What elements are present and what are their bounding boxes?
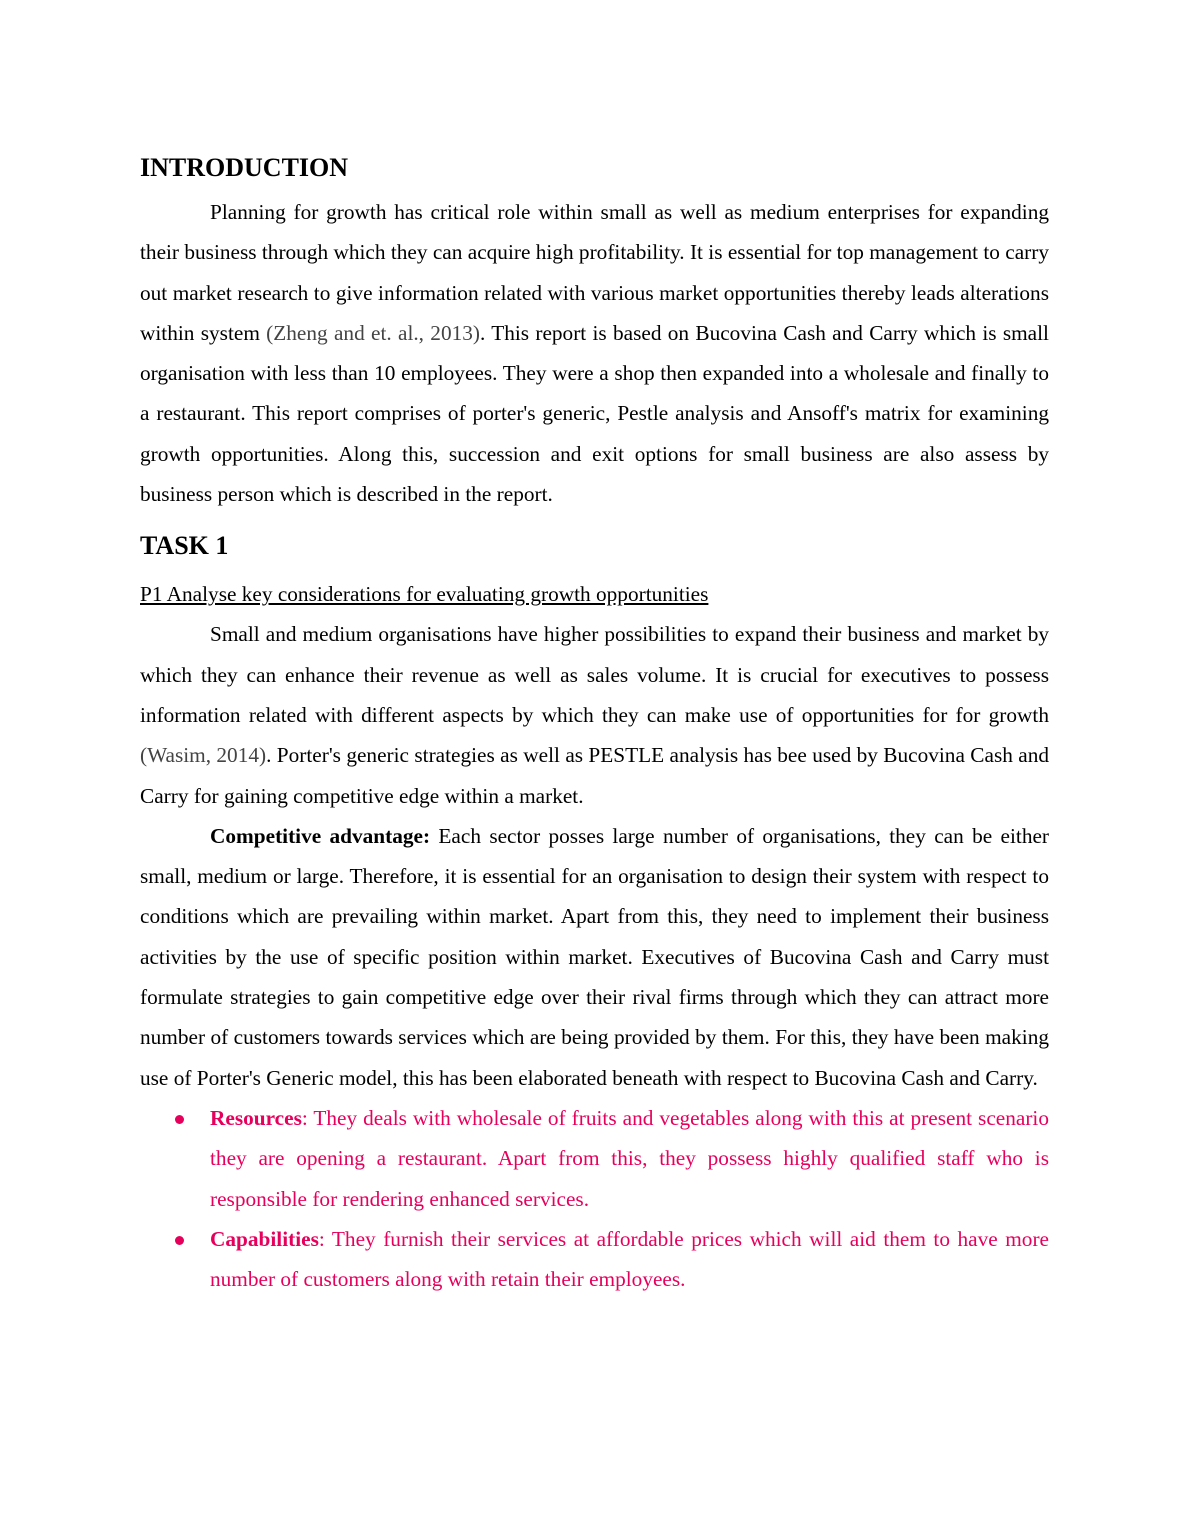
- citation-zheng: (Zheng and et. al., 2013): [266, 320, 480, 345]
- task1-text-a: Small and medium organisations have higher possibilities to expand their business and market by which they can enhance their revenue as well as sales volume. It is crucial for executives to possess information related with different aspects by which they can make use of opportunities for for growth: [140, 622, 1049, 727]
- document-page: [140, 148, 1049, 1299]
- p1-subheading: P1 Analyse key considerations for evaluating growth opportunities: [140, 582, 709, 607]
- bullet-text: : They deals with wholesale of fruits and vegetables along with this at present scenario they are opening a restaurant. Apart from this, they possess highly qualified staff who is responsible for rendering enhanced services.: [210, 1105, 1049, 1211]
- bullet-item-resources: [140, 1098, 1049, 1219]
- introduction-paragraph: [140, 192, 1049, 514]
- bullet-label: Capabilities: [210, 1226, 319, 1251]
- bullet-text: : They furnish their services at affordable prices which will aid them to have more number of customers along with retain their employees.: [210, 1226, 1049, 1292]
- competitive-advantage-text: Each sector posses large number of organisations, they can be either small, medium or large. Therefore, it is essential for an organisation to design their system with respect to conditions which are prevailing within market. Apart from this, they need to implement their business activities by the use of specific position within market. Executives of Bucovina Cash and Carry must formulate strategies to gain competitive edge over their rival firms through which they can attract more number of customers towards services which are being provided by them. For this, they have been making use of Porter's Generic model, this has been elaborated beneath with respect to Bucovina Cash and Carry.: [140, 823, 1050, 1090]
- citation-wasim: (Wasim, 2014): [140, 743, 267, 768]
- bullet-dot-icon: [175, 1236, 184, 1245]
- task1-paragraph-1: [140, 614, 1049, 815]
- competitive-advantage-label: Competitive advantage:: [210, 823, 431, 848]
- bullet-item-capabilities: [140, 1219, 1049, 1300]
- competitive-advantage-paragraph: [140, 816, 1049, 1098]
- task1-text-b: . Porter's generic strategies as well as PESTLE analysis has bee used by Bucovina Cash and Carry for gaining competitive edge within a market.: [140, 743, 1049, 808]
- bullet-dot-icon: [175, 1115, 184, 1124]
- introduction-text-b: . This report is based on Bucovina Cash and Carry which is small organisation with less than 10 employees. They were a shop then expanded into a wholesale and finally to a restaurant. This report comprises of porter's generic, Pestle analysis and Ansoff's matrix for examining growth opportunities. Along this, succession and exit options for small business are also assess by business person which is described in the report.: [140, 320, 1049, 507]
- task1-heading: TASK 1: [140, 531, 229, 561]
- introduction-text-a: Planning for growth has critical role within small as well as medium enterprises for expanding their business through which they can acquire high profitability. It is essential for top management to carry out market research to give information related with various market opportunities thereby leads alterations within system: [140, 200, 1049, 345]
- introduction-heading: INTRODUCTION: [140, 153, 349, 182]
- bullet-list: [140, 1098, 1049, 1299]
- bullet-label: Resources: [210, 1105, 302, 1130]
